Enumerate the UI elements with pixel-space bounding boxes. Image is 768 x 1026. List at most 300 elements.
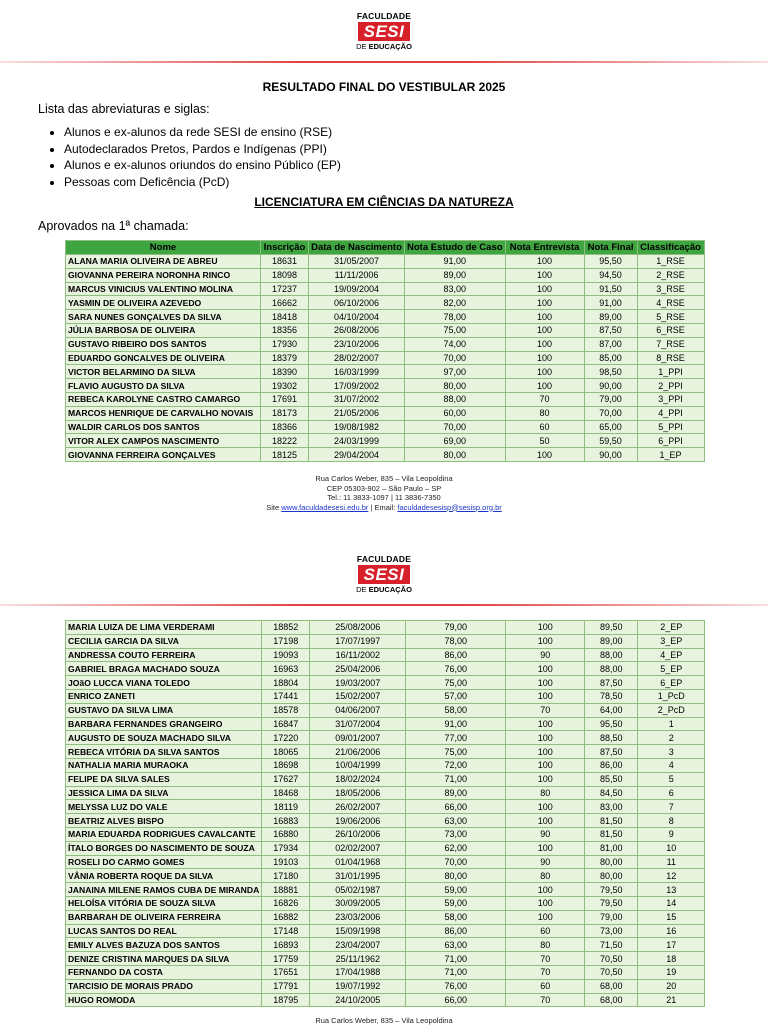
table-row xyxy=(66,703,705,717)
cell-nota-entrevista: 70 xyxy=(506,952,585,966)
cell-nome: MARIA LUIZA DE LIMA VERDERAMI xyxy=(66,621,262,635)
cell-nota-entrevista: 100 xyxy=(505,379,584,393)
cell-nota-estudo: 78,00 xyxy=(405,310,506,324)
cell-nota-entrevista: 100 xyxy=(506,814,585,828)
cell-data-nascimento: 23/04/2007 xyxy=(310,938,406,952)
table-row xyxy=(66,255,705,269)
cell-nota-entrevista: 90 xyxy=(506,855,585,869)
table-row xyxy=(66,406,705,420)
cell-data-nascimento: 04/06/2007 xyxy=(310,703,406,717)
cell-inscricao: 18098 xyxy=(261,268,309,282)
table-row xyxy=(66,648,705,662)
cell-classificacao: 14 xyxy=(638,896,705,910)
cell-nota-final: 89,00 xyxy=(585,634,638,648)
cell-nota-final: 70,50 xyxy=(585,965,638,979)
cell-nota-final: 59,50 xyxy=(584,434,637,448)
cell-data-nascimento: 16/11/2002 xyxy=(310,648,406,662)
cell-nome: MELYSSA LUZ DO VALE xyxy=(66,800,262,814)
cell-nome: BARBARA FERNANDES GRANGEIRO xyxy=(66,717,262,731)
cell-nota-entrevista: 100 xyxy=(506,896,585,910)
cell-data-nascimento: 30/09/2005 xyxy=(310,896,406,910)
cell-inscricao: 17791 xyxy=(262,979,310,993)
cell-data-nascimento: 09/01/2007 xyxy=(310,731,406,745)
cell-nota-final: 87,50 xyxy=(585,745,638,759)
cell-nota-final: 71,50 xyxy=(585,938,638,952)
cell-nome: ROSELI DO CARMO GOMES xyxy=(66,855,262,869)
cell-inscricao: 17651 xyxy=(262,965,310,979)
cell-nome: SARA NUNES GONÇALVES DA SILVA xyxy=(66,310,261,324)
cell-nota-estudo: 63,00 xyxy=(406,938,506,952)
cell-nota-entrevista: 90 xyxy=(506,648,585,662)
cell-inscricao: 17220 xyxy=(262,731,310,745)
cell-nota-estudo: 71,00 xyxy=(406,772,506,786)
cell-inscricao: 19093 xyxy=(262,648,310,662)
table-row xyxy=(66,323,705,337)
col-nome: Nome xyxy=(66,241,261,255)
table-row xyxy=(66,282,705,296)
cell-data-nascimento: 29/04/2004 xyxy=(309,448,405,462)
cell-nota-final: 85,00 xyxy=(584,351,637,365)
cell-classificacao: 3_RSE xyxy=(637,282,704,296)
cell-inscricao: 16662 xyxy=(261,296,309,310)
cell-classificacao: 3 xyxy=(638,745,705,759)
cell-nota-estudo: 82,00 xyxy=(405,296,506,310)
cell-nota-estudo: 73,00 xyxy=(406,827,506,841)
cell-nota-entrevista: 100 xyxy=(506,910,585,924)
cell-nota-entrevista: 80 xyxy=(505,406,584,420)
cell-classificacao: 1_PcD xyxy=(638,689,705,703)
list-item: • Alunos e ex-alunos da rede SESI de ensino (RSE) xyxy=(64,124,341,141)
cell-classificacao: 7 xyxy=(638,800,705,814)
cell-nota-estudo: 76,00 xyxy=(406,662,506,676)
cell-nome: EMILY ALVES BAZUZA DOS SANTOS xyxy=(66,938,262,952)
cell-nome: FELIPE DA SILVA SALES xyxy=(66,772,262,786)
cell-nome: CECILIA GARCIA DA SILVA xyxy=(66,634,262,648)
cell-nota-entrevista: 60 xyxy=(506,924,585,938)
cell-inscricao: 18795 xyxy=(262,993,310,1007)
cell-nota-final: 89,00 xyxy=(584,310,637,324)
cell-nome: REBECA VITÓRIA DA SILVA SANTOS xyxy=(66,745,262,759)
cell-inscricao: 17930 xyxy=(261,337,309,351)
cell-inscricao: 19103 xyxy=(262,855,310,869)
cell-classificacao: 4 xyxy=(638,758,705,772)
cell-nome: EDUARDO GONCALVES DE OLIVEIRA xyxy=(66,351,261,365)
cell-inscricao: 18065 xyxy=(262,745,310,759)
cell-nota-final: 87,00 xyxy=(584,337,637,351)
cell-data-nascimento: 26/02/2007 xyxy=(310,800,406,814)
cell-nome: VITOR ALEX CAMPOS NASCIMENTO xyxy=(66,434,261,448)
cell-inscricao: 17180 xyxy=(262,869,310,883)
cell-nota-entrevista: 100 xyxy=(506,800,585,814)
cell-classificacao: 3_EP xyxy=(638,634,705,648)
cell-nota-final: 90,00 xyxy=(584,448,637,462)
cell-classificacao: 19 xyxy=(638,965,705,979)
cell-nota-entrevista: 70 xyxy=(505,392,584,406)
cell-nota-estudo: 59,00 xyxy=(406,883,506,897)
cell-nome: JESSICA LIMA DA SILVA xyxy=(66,786,262,800)
cell-data-nascimento: 31/07/2004 xyxy=(310,717,406,731)
cell-nota-estudo: 60,00 xyxy=(405,406,506,420)
table-row xyxy=(66,952,705,966)
cell-nota-final: 88,00 xyxy=(585,648,638,662)
cell-classificacao: 17 xyxy=(638,938,705,952)
cell-classificacao: 1_PPI xyxy=(637,365,704,379)
cell-inscricao: 18366 xyxy=(261,420,309,434)
cell-classificacao: 6_PPI xyxy=(637,434,704,448)
table-row xyxy=(66,379,705,393)
cell-data-nascimento: 18/05/2006 xyxy=(310,786,406,800)
cell-nota-estudo: 71,00 xyxy=(406,952,506,966)
list-item: • Autodeclarados Pretos, Pardos e Indígenas (PPI) xyxy=(64,141,341,158)
cell-nota-final: 98,50 xyxy=(584,365,637,379)
col-data-nascimento: Data de Nascimento xyxy=(309,241,405,255)
cell-inscricao: 18119 xyxy=(262,800,310,814)
cell-nota-entrevista: 100 xyxy=(505,337,584,351)
cell-nota-final: 70,50 xyxy=(585,952,638,966)
cell-nota-estudo: 72,00 xyxy=(406,758,506,772)
cell-nota-final: 85,50 xyxy=(585,772,638,786)
approved-label: Aprovados na 1ª chamada: xyxy=(38,219,189,233)
cell-data-nascimento: 10/04/1999 xyxy=(310,758,406,772)
cell-data-nascimento: 04/10/2004 xyxy=(309,310,405,324)
cell-nota-entrevista: 60 xyxy=(506,979,585,993)
cell-classificacao: 8 xyxy=(638,814,705,828)
table-row xyxy=(66,910,705,924)
table-row xyxy=(66,938,705,952)
cell-data-nascimento: 31/05/2007 xyxy=(309,255,405,269)
cell-nota-entrevista: 100 xyxy=(505,365,584,379)
cell-nota-entrevista: 100 xyxy=(505,268,584,282)
cell-data-nascimento: 17/09/2002 xyxy=(309,379,405,393)
table-row xyxy=(66,717,705,731)
col-nota-final: Nota Final xyxy=(584,241,637,255)
cell-nota-final: 68,00 xyxy=(585,979,638,993)
cell-nota-estudo: 80,00 xyxy=(406,869,506,883)
site-link[interactable]: www.faculdadesesi.edu.br xyxy=(281,502,369,512)
cell-nota-final: 90,00 xyxy=(584,379,637,393)
cell-inscricao: 18631 xyxy=(261,255,309,269)
table-row xyxy=(66,420,705,434)
cell-nome: HELOÍSA VITÓRIA DE SOUZA SILVA xyxy=(66,896,262,910)
cell-data-nascimento: 19/09/2004 xyxy=(309,282,405,296)
cell-nota-final: 83,00 xyxy=(585,800,638,814)
cell-nota-estudo: 69,00 xyxy=(405,434,506,448)
cell-inscricao: 18356 xyxy=(261,323,309,337)
cell-nota-estudo: 71,00 xyxy=(406,965,506,979)
table-header-row xyxy=(66,241,705,255)
cell-data-nascimento: 26/08/2006 xyxy=(309,323,405,337)
cell-data-nascimento: 19/03/2007 xyxy=(310,676,406,690)
cell-nome: ANDRESSA COUTO FERREIRA xyxy=(66,648,262,662)
cell-classificacao: 2_PPI xyxy=(637,379,704,393)
cell-nota-final: 80,00 xyxy=(585,869,638,883)
table-row xyxy=(66,827,705,841)
cell-nota-entrevista: 100 xyxy=(505,255,584,269)
cell-classificacao: 3_PPI xyxy=(637,392,704,406)
cell-nota-entrevista: 100 xyxy=(506,772,585,786)
table-row xyxy=(66,869,705,883)
cell-nome: AUGUSTO DE SOUZA MACHADO SILVA xyxy=(66,731,262,745)
table-row xyxy=(66,621,705,635)
cell-inscricao: 18698 xyxy=(262,758,310,772)
cell-inscricao: 16882 xyxy=(262,910,310,924)
cell-classificacao: 5_RSE xyxy=(637,310,704,324)
cell-nota-final: 87,50 xyxy=(584,323,637,337)
cell-inscricao: 16883 xyxy=(262,814,310,828)
cell-nome: BARBARAH DE OLIVEIRA FERREIRA xyxy=(66,910,262,924)
cell-nome: BEATRIZ ALVES BISPO xyxy=(66,814,262,828)
cell-data-nascimento: 24/03/1999 xyxy=(309,434,405,448)
cell-nota-estudo: 77,00 xyxy=(406,731,506,745)
cell-classificacao: 5 xyxy=(638,772,705,786)
cell-nome: JOãO LUCCA VIANA TOLEDO xyxy=(66,676,262,690)
table-row xyxy=(66,337,705,351)
cell-classificacao: 6_RSE xyxy=(637,323,704,337)
cell-nome: GUSTAVO RIBEIRO DOS SANTOS xyxy=(66,337,261,351)
cell-classificacao: 2 xyxy=(638,731,705,745)
cell-nome: VÂNIA ROBERTA ROQUE DA SILVA xyxy=(66,869,262,883)
cell-inscricao: 18379 xyxy=(261,351,309,365)
cell-nome: WALDIR CARLOS DOS SANTOS xyxy=(66,420,261,434)
cell-nota-entrevista: 100 xyxy=(505,310,584,324)
course-title: LICENCIATURA EM CIÊNCIAS DA NATUREZA xyxy=(254,195,514,209)
cell-nome: VICTOR BELARMINO DA SILVA xyxy=(66,365,261,379)
cell-inscricao: 18418 xyxy=(261,310,309,324)
cell-nota-entrevista: 100 xyxy=(505,351,584,365)
email-link[interactable]: faculdadesesisp@sesisp.org.br xyxy=(397,502,502,512)
cell-inscricao: 18578 xyxy=(262,703,310,717)
cell-nota-final: 73,00 xyxy=(585,924,638,938)
cell-nota-entrevista: 80 xyxy=(506,869,585,883)
cell-classificacao: 16 xyxy=(638,924,705,938)
cell-nome: FERNANDO DA COSTA xyxy=(66,965,262,979)
table-row xyxy=(66,924,705,938)
cell-nome: ALANA MARIA OLIVEIRA DE ABREU xyxy=(66,255,261,269)
cell-classificacao: 12 xyxy=(638,869,705,883)
cell-nota-estudo: 63,00 xyxy=(406,814,506,828)
cell-nota-entrevista: 80 xyxy=(506,786,585,800)
table-row xyxy=(66,758,705,772)
page-title: RESULTADO FINAL DO VESTIBULAR 2025 xyxy=(262,80,506,94)
cell-nota-final: 80,00 xyxy=(585,855,638,869)
table-row xyxy=(66,448,705,462)
cell-data-nascimento: 23/10/2006 xyxy=(309,337,405,351)
cell-classificacao: 18 xyxy=(638,952,705,966)
cell-data-nascimento: 26/10/2006 xyxy=(310,827,406,841)
cell-nota-estudo: 80,00 xyxy=(405,448,506,462)
cell-data-nascimento: 05/02/1987 xyxy=(310,883,406,897)
cell-nota-estudo: 59,00 xyxy=(406,896,506,910)
table-row xyxy=(66,883,705,897)
cell-nome: GABRIEL BRAGA MACHADO SOUZA xyxy=(66,662,262,676)
cell-data-nascimento: 21/05/2006 xyxy=(309,406,405,420)
cell-classificacao: 4_PPI xyxy=(637,406,704,420)
table-row xyxy=(66,993,705,1007)
cell-nota-estudo: 57,00 xyxy=(406,689,506,703)
cell-inscricao: 18173 xyxy=(261,406,309,420)
table-row xyxy=(66,662,705,676)
cell-inscricao: 18468 xyxy=(262,786,310,800)
table-row xyxy=(66,434,705,448)
cell-nome: ENRICO ZANETI xyxy=(66,689,262,703)
table-row xyxy=(66,800,705,814)
cell-classificacao: 5_PPI xyxy=(637,420,704,434)
cell-nota-estudo: 76,00 xyxy=(406,979,506,993)
cell-classificacao: 6_EP xyxy=(638,676,705,690)
cell-inscricao: 18852 xyxy=(262,621,310,635)
cell-data-nascimento: 19/06/2006 xyxy=(310,814,406,828)
cell-nota-estudo: 88,00 xyxy=(405,392,506,406)
cell-nota-final: 89,50 xyxy=(585,621,638,635)
cell-nota-final: 94,50 xyxy=(584,268,637,282)
cell-inscricao: 17441 xyxy=(262,689,310,703)
cell-classificacao: 9 xyxy=(638,827,705,841)
cell-nota-final: 79,00 xyxy=(584,392,637,406)
results-table-page1 xyxy=(65,240,705,462)
cell-nota-entrevista: 100 xyxy=(506,883,585,897)
table-row xyxy=(66,745,705,759)
cell-data-nascimento: 15/09/1998 xyxy=(310,924,406,938)
cell-nota-estudo: 75,00 xyxy=(406,676,506,690)
cell-classificacao: 13 xyxy=(638,883,705,897)
cell-data-nascimento: 31/01/1995 xyxy=(310,869,406,883)
cell-nota-entrevista: 70 xyxy=(506,703,585,717)
table-row xyxy=(66,351,705,365)
cell-nome: REBECA KAROLYNE CASTRO CAMARGO xyxy=(66,392,261,406)
cell-nome: JÚLIA BARBOSA DE OLIVEIRA xyxy=(66,323,261,337)
cell-nota-entrevista: 100 xyxy=(506,621,585,635)
cell-nome: MARIA EDUARDA RODRIGUES CAVALCANTE xyxy=(66,827,262,841)
cell-nota-final: 86,00 xyxy=(585,758,638,772)
cell-nota-estudo: 83,00 xyxy=(405,282,506,296)
table-row xyxy=(66,268,705,282)
col-classificacao: Classificação xyxy=(637,241,704,255)
cell-classificacao: 21 xyxy=(638,993,705,1007)
sesi-logo: FACULDADE SESI DE EDUCAÇÃO xyxy=(356,554,412,594)
cell-inscricao: 18222 xyxy=(261,434,309,448)
cell-data-nascimento: 16/03/1999 xyxy=(309,365,405,379)
table-row xyxy=(66,772,705,786)
cell-inscricao: 16847 xyxy=(262,717,310,731)
header-divider xyxy=(0,61,768,63)
cell-data-nascimento: 15/02/2007 xyxy=(310,689,406,703)
cell-nota-final: 88,00 xyxy=(585,662,638,676)
cell-nota-entrevista: 100 xyxy=(506,841,585,855)
cell-nota-final: 70,00 xyxy=(584,406,637,420)
cell-classificacao: 2_EP xyxy=(638,621,705,635)
cell-nota-estudo: 89,00 xyxy=(405,268,506,282)
cell-classificacao: 7_RSE xyxy=(637,337,704,351)
cell-nota-estudo: 80,00 xyxy=(405,379,506,393)
cell-nota-entrevista: 100 xyxy=(506,676,585,690)
cell-nota-entrevista: 100 xyxy=(505,323,584,337)
cell-nota-entrevista: 100 xyxy=(505,296,584,310)
table-row xyxy=(66,814,705,828)
table-row xyxy=(66,634,705,648)
cell-nota-final: 95,50 xyxy=(585,717,638,731)
cell-inscricao: 17691 xyxy=(261,392,309,406)
cell-nota-final: 95,50 xyxy=(584,255,637,269)
cell-nome: MARCUS VINICIUS VALENTINO MOLINA xyxy=(66,282,261,296)
col-nota-entrevista: Nota Entrevista xyxy=(505,241,584,255)
cell-nome: LUCAS SANTOS DO REAL xyxy=(66,924,262,938)
cell-nome: MARCOS HENRIQUE DE CARVALHO NOVAIS xyxy=(66,406,261,420)
table-row xyxy=(66,392,705,406)
cell-nota-estudo: 89,00 xyxy=(406,786,506,800)
cell-inscricao: 17198 xyxy=(262,634,310,648)
cell-nota-final: 88,50 xyxy=(585,731,638,745)
cell-nome: GUSTAVO DA SILVA LIMA xyxy=(66,703,262,717)
cell-nota-estudo: 79,00 xyxy=(406,621,506,635)
cell-nota-estudo: 91,00 xyxy=(406,717,506,731)
cell-data-nascimento: 17/04/1988 xyxy=(310,965,406,979)
cell-nota-final: 78,50 xyxy=(585,689,638,703)
cell-nota-final: 81,50 xyxy=(585,827,638,841)
cell-classificacao: 6 xyxy=(638,786,705,800)
cell-nota-final: 91,00 xyxy=(584,296,637,310)
cell-nome: JANAINA MILENE RAMOS CUBA DE MIRANDA xyxy=(66,883,262,897)
cell-inscricao: 16826 xyxy=(262,896,310,910)
cell-nota-entrevista: 100 xyxy=(506,689,585,703)
table-row xyxy=(66,310,705,324)
abbreviation-list xyxy=(38,124,341,190)
cell-nota-estudo: 62,00 xyxy=(406,841,506,855)
table-row xyxy=(66,855,705,869)
cell-data-nascimento: 25/04/2006 xyxy=(310,662,406,676)
cell-nota-estudo: 70,00 xyxy=(406,855,506,869)
cell-nota-estudo: 97,00 xyxy=(405,365,506,379)
table-row xyxy=(66,731,705,745)
cell-nota-estudo: 70,00 xyxy=(405,351,506,365)
cell-data-nascimento: 21/06/2006 xyxy=(310,745,406,759)
sesi-logo: FACULDADE SESI DE EDUCAÇÃO xyxy=(356,11,412,51)
cell-nota-estudo: 86,00 xyxy=(406,648,506,662)
cell-classificacao: 11 xyxy=(638,855,705,869)
footer-page1: Rua Carlos Weber, 835 – Vila Leopoldina CEP 05303-902 – São Paulo – SP Tel.: 11 3833-1097 | 11 3836-7350 Site www.faculdadesesi.edu.br | Email: faculdadesesisp@sesisp.org.br xyxy=(266,474,502,512)
cell-nota-estudo: 66,00 xyxy=(406,800,506,814)
cell-nota-final: 79,50 xyxy=(585,896,638,910)
cell-nota-entrevista: 80 xyxy=(506,938,585,952)
footer-page2: Rua Carlos Weber, 835 – Vila Leopoldina xyxy=(315,1016,453,1025)
cell-nome: DENIZE CRISTINA MARQUES DA SILVA xyxy=(66,952,262,966)
cell-classificacao: 4_EP xyxy=(638,648,705,662)
cell-nota-entrevista: 100 xyxy=(505,282,584,296)
cell-classificacao: 1 xyxy=(638,717,705,731)
table-row xyxy=(66,296,705,310)
cell-nota-entrevista: 70 xyxy=(506,993,585,1007)
cell-inscricao: 19302 xyxy=(261,379,309,393)
cell-nota-entrevista: 100 xyxy=(505,448,584,462)
list-item: • Pessoas com Deficência (PcD) xyxy=(64,174,341,191)
cell-data-nascimento: 24/10/2005 xyxy=(310,993,406,1007)
cell-inscricao: 17627 xyxy=(262,772,310,786)
cell-nota-estudo: 66,00 xyxy=(406,993,506,1007)
cell-nota-entrevista: 100 xyxy=(506,745,585,759)
cell-classificacao: 8_RSE xyxy=(637,351,704,365)
cell-nota-estudo: 58,00 xyxy=(406,703,506,717)
cell-nota-entrevista: 100 xyxy=(506,731,585,745)
cell-nome: NATHALIA MARIA MURAOKA xyxy=(66,758,262,772)
cell-classificacao: 1_EP xyxy=(637,448,704,462)
cell-nota-final: 79,00 xyxy=(585,910,638,924)
cell-nota-final: 87,50 xyxy=(585,676,638,690)
cell-data-nascimento: 17/07/1997 xyxy=(310,634,406,648)
cell-nome: GIOVANNA FERREIRA GONÇALVES xyxy=(66,448,261,462)
cell-nota-estudo: 58,00 xyxy=(406,910,506,924)
cell-nota-entrevista: 100 xyxy=(506,662,585,676)
cell-inscricao: 18881 xyxy=(262,883,310,897)
cell-inscricao: 16880 xyxy=(262,827,310,841)
